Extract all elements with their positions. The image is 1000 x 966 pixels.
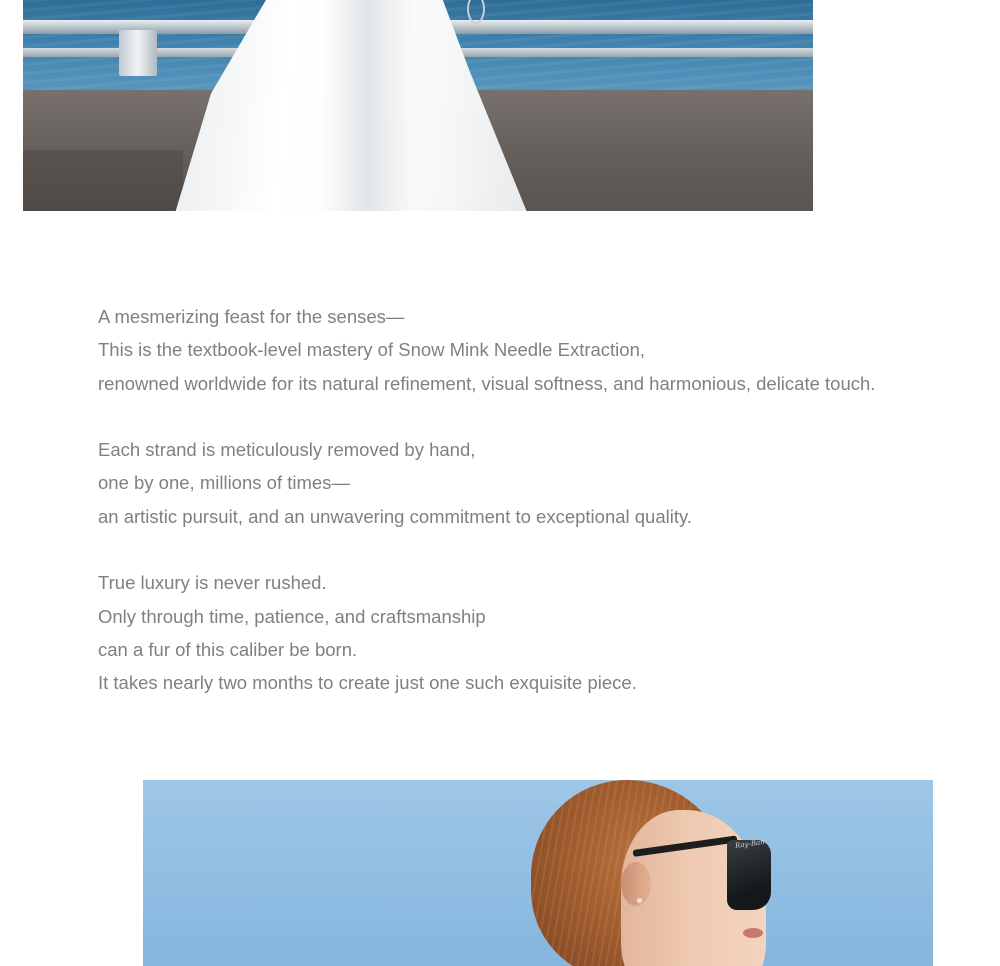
text-line: can a fur of this caliber be born. [98, 638, 358, 660]
earring-icon [637, 898, 642, 903]
model-image-sunglasses [143, 780, 933, 966]
paragraph-senses [98, 300, 958, 400]
paragraph-luxury [98, 566, 958, 699]
sunglasses-lens [727, 837, 771, 910]
text-line: True luxury is never rushed. [98, 572, 327, 594]
deck-shadow [23, 150, 183, 211]
railing-clamp [119, 30, 157, 76]
text-line: Only through time, patience, and craftsmanship [98, 605, 486, 627]
text-line: It takes nearly two months to create just one such exquisite piece. [98, 672, 637, 694]
text-line: A mesmerizing feast for the senses— [98, 306, 405, 327]
paragraph-handcraft [98, 433, 958, 533]
model-lip [743, 928, 763, 938]
paragraph-gap [98, 533, 958, 566]
text-line: renowned worldwide for its natural refinement, visual softness, and harmonious, delicate touch. [98, 372, 876, 394]
text-line: one by one, millions of times— [98, 472, 350, 494]
sunglasses-logo: Ray-Ban [734, 837, 766, 851]
text-line: Each strand is meticulously removed by hand, [98, 439, 476, 461]
text-line: This is the textbook-level mastery of Snow Mink Needle Extraction, [98, 339, 646, 361]
coat-fold [323, 0, 413, 211]
hero-image-white-coat [23, 0, 813, 211]
text-line: an artistic pursuit, and an unwavering commitment to exceptional quality. [98, 505, 693, 527]
paragraph-gap [98, 400, 958, 433]
model-ear [621, 862, 651, 906]
product-description [98, 300, 958, 700]
